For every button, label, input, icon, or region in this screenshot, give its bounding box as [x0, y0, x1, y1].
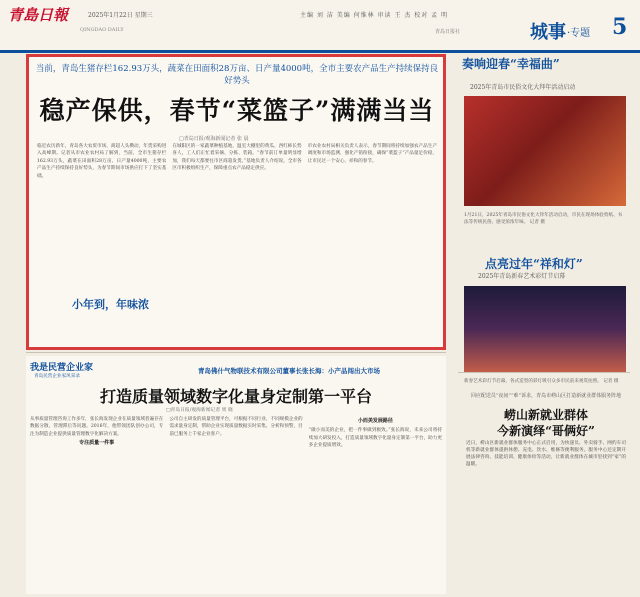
lantern-story-photo — [464, 286, 626, 372]
bottom-byline: □青岛日报/观海新闻记者 周 晓 — [166, 408, 233, 413]
section-subtitle: ·专题 — [567, 28, 591, 39]
bottom-subhead: 小而美发展路径 — [357, 418, 393, 424]
bottom-subhead: 专注质量一件事 — [79, 440, 115, 447]
bottom-headline: 打造质量领域数字化量身定制第一平台 — [99, 387, 372, 406]
lead-column: 临近农历新年，青岛各大农贸市场、商超人头攒动，年货采购进入高峰期。记者从市农业农村局了解到，当前，全市生猪存栏162.93万头，蔬菜在田面积28万亩、日产量4000吨，主要农产品生产持续保持良好势头，为春节期间市场供应打下了坚实基础。 — [37, 144, 167, 179]
edition-label: QINGDAO DAILY — [80, 27, 124, 33]
bottom-column-text: “做小而美的企业，把一件事做到极致。”张长海说，未来公司将持续加大研发投入，打造质量领域数字化量身定制第一平台，助力更多企业提质增效。 — [308, 428, 442, 449]
section-title: 城事 — [530, 22, 566, 43]
lead-kicker: 当前，青岛生猪存栏162.93万头，蔬菜在田面积28万亩、日产量4000吨，全市主要农产品生产持续保持良好势头 — [35, 64, 439, 86]
issue-date: 2025年1月22日 星期三 — [88, 12, 153, 19]
column-tag: 我是民营企业家 — [30, 363, 94, 373]
bottom-column-text: 公司自主研发的质量管理平台，可根据不同行业、不同规模企业的需求量身定制，帮助企业实现质量数据实时采集、分析和预警，目前已服务上千家企业客户。 — [169, 417, 303, 437]
lead-column: 在城阳区的一家蔬菜种植基地，温室大棚里的黄瓜、西红柿长势喜人，工人们正忙着采摘、分拣、装箱。“春节前订单量明显增加，我们每天都要往市区商超发货。”基地负责人介绍说。全市各区市积极组织生产，保障重点农产品稳定供应。 — [172, 144, 302, 172]
lead-headline: 稳产保供，春节“菜篮子”满满当当 — [39, 96, 435, 125]
bottom-story — [26, 356, 446, 594]
right-story-subtitle: 2025年青岛市民俗文化大拜年活动启动 — [470, 84, 576, 91]
rb-kicker: 回应配送员“夜间”“难”诉求，青岛市崂山区打造新就业群体服务阵地 — [470, 393, 622, 399]
bottom-kicker: 青岛佛什气物联技术有限公司董事长张长海：小产品闯出大市场 — [198, 367, 380, 375]
masthead — [0, 0, 640, 53]
publisher-label: 青岛日报社 — [435, 29, 461, 35]
lantern-story-caption: 新春艺术彩灯节启幕，各式造型的彩灯吸引众多市民前来观赏拍照。 记者 摄 — [464, 379, 619, 384]
lead-byline: □青岛日报/观海新闻记者 张 晨 — [179, 136, 249, 142]
bottom-column — [30, 416, 163, 590]
right-story-title: 奏响迎春“幸福曲” — [462, 57, 560, 71]
divider — [26, 352, 446, 353]
rb-headline-line2: 今新演绎“哥俩好” — [497, 424, 595, 438]
lead-column: 市农业农村局相关负责人表示，春节期间将持续加强农产品生产调度和市场监测，强化产销衔接，确保“菜篮子”产品量足价稳，让市民过一个安心、祥和的春节。 — [307, 144, 437, 164]
bottom-column-text: 从事质量管理咨询工作多年，张长海发现企业在质量领域普遍存在数据分散、管理滞后等问题。2016年，他带领团队创办公司，专注为制造企业提供质量管理数字化解决方案。 — [30, 417, 164, 437]
right-story-caption: 1月21日，2025年青岛市民俗文化大拜年活动启动，市民在现场体验剪纸、书法等传统民俗，感受浓浓年味。 记者 摄 — [464, 213, 623, 225]
rb-headline-line1: 崂山新就业群体 — [503, 408, 588, 422]
column-tag-subtitle: 青岛民营企业家风采录 — [34, 374, 80, 379]
page-number: 5 — [612, 14, 628, 40]
bottom-body — [30, 416, 442, 590]
bottom-column — [309, 416, 442, 590]
newspaper-logo: 青島日報 — [8, 6, 69, 24]
lantern-story-subtitle: 2025年青岛新春艺术彩灯节启幕 — [478, 273, 566, 280]
bottom-column — [169, 416, 302, 590]
lantern-story-title: 点亮过年“祥和灯” — [485, 257, 583, 271]
divider — [458, 372, 630, 373]
mid-story-title: 小年到，年味浓 — [72, 298, 149, 311]
rb-body: 近日，崂山区新就业群体服务中心正式启用，为快递员、外卖骑手、网约车司机等新就业群体提供休憩、充电、饮水、维修等便利服务。服务中心还定期开展法律咨询、技能培训、健康体检等活动，让新就业群体在城市里找到“家”的温暖。 — [466, 441, 626, 467]
right-story-photo — [464, 96, 626, 206]
editor-line: 主编 刘 洁 美编 何惟林 审读 王 杰 校对 孟 明 — [300, 12, 449, 19]
